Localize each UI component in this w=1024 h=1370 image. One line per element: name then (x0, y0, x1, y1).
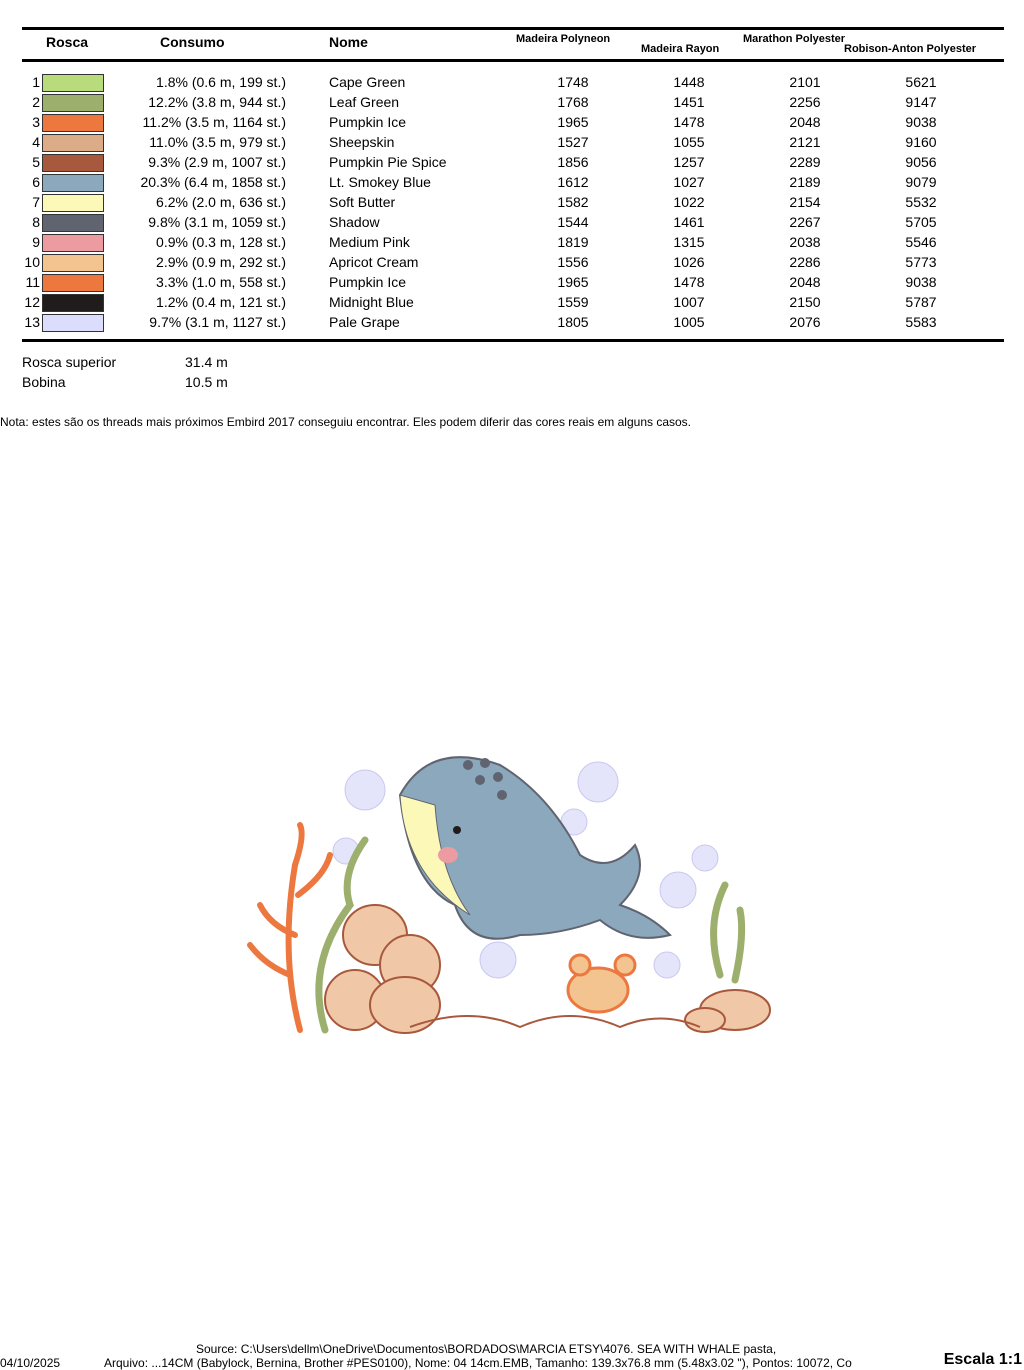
thread-index: 2 (32, 94, 40, 110)
madeira-polyneon-code: 1768 (557, 94, 589, 110)
madeira-rayon-code: 1461 (673, 214, 705, 230)
marathon-code: 2150 (789, 294, 821, 310)
madeira-rayon-code: 1007 (673, 294, 705, 310)
madeira-polyneon-code: 1965 (557, 114, 589, 130)
consumption: 11.0% (3.5 m, 979 st.) (149, 134, 286, 150)
robison-code: 9160 (905, 134, 937, 150)
color-swatch (42, 94, 104, 112)
marathon-code: 2267 (789, 214, 821, 230)
table-row (0, 213, 1024, 233)
thread-index: 10 (24, 254, 40, 270)
thread-index: 3 (32, 114, 40, 130)
table-row (0, 153, 1024, 173)
madeira-rayon-code: 1055 (673, 134, 705, 150)
madeira-polyneon-code: 1612 (557, 174, 589, 190)
marathon-code: 2121 (789, 134, 821, 150)
color-swatch (42, 134, 104, 152)
top-rule (22, 27, 1004, 30)
note: Nota: estes são os threads mais próximos Embird 2017 conseguiu encontrar. Eles podem diferir das cores reais em alguns casos. (0, 415, 692, 429)
madeira-rayon-code: 1448 (673, 74, 705, 90)
embroidery-design-preview (240, 735, 790, 1045)
color-swatch (42, 234, 104, 252)
marathon-code: 2286 (789, 254, 821, 270)
color-swatch (42, 194, 104, 212)
thread-index: 4 (32, 134, 40, 150)
table-row (0, 93, 1024, 113)
consumption: 0.9% (0.3 m, 128 st.) (156, 234, 286, 250)
footer-file-info: Arquivo: ...14CM (Babylock, Bernina, Brother #PES0100), Nome: 04 14cm.EMB, Tamanho: 139.3x76.8 mm (5.48x3.02 "), Pontos: 10072, Co (104, 1356, 852, 1370)
thread-index: 1 (32, 74, 40, 90)
header-madeira-polyneon: Madeira Polyneon (516, 33, 611, 45)
marathon-code: 2289 (789, 154, 821, 170)
madeira-polyneon-code: 1544 (557, 214, 589, 230)
madeira-polyneon-code: 1527 (557, 134, 589, 150)
thread-name: Midnight Blue (329, 294, 414, 310)
marathon-code: 2076 (789, 314, 821, 330)
consumption: 20.3% (6.4 m, 1858 st.) (140, 174, 286, 190)
robison-code: 5705 (905, 214, 937, 230)
marathon-code: 2101 (789, 74, 821, 90)
crab (568, 955, 635, 1012)
thread-name: Medium Pink (329, 234, 410, 250)
consumption: 9.3% (2.9 m, 1007 st.) (148, 154, 286, 170)
consumption: 1.8% (0.6 m, 199 st.) (156, 74, 286, 90)
header-rosca: Rosca (46, 34, 89, 50)
thread-name: Pale Grape (329, 314, 400, 330)
robison-code: 5532 (905, 194, 937, 210)
robison-code: 9147 (905, 94, 937, 110)
thread-name: Shadow (329, 214, 380, 230)
whale (400, 757, 670, 939)
madeira-rayon-code: 1005 (673, 314, 705, 330)
thread-index: 7 (32, 194, 40, 210)
color-swatch (42, 274, 104, 292)
robison-code: 9079 (905, 174, 937, 190)
madeira-rayon-code: 1315 (673, 234, 705, 250)
madeira-rayon-code: 1026 (673, 254, 705, 270)
robison-code: 9038 (905, 274, 937, 290)
header-madeira-rayon: Madeira Rayon (641, 43, 720, 55)
madeira-rayon-code: 1257 (673, 154, 705, 170)
thread-index: 12 (24, 294, 40, 310)
robison-code: 5583 (905, 314, 937, 330)
table-row (0, 193, 1024, 213)
thread-index: 13 (24, 314, 40, 330)
top-thread-label: Rosca superior (22, 354, 117, 370)
color-swatch (42, 174, 104, 192)
footer-date: 04/10/2025 (0, 1356, 61, 1370)
table-row (0, 73, 1024, 93)
table-row (0, 273, 1024, 293)
footer-source: Source: C:\Users\dellm\OneDrive\Documentos\BORDADOS\MARCIA ETSY\4076. SEA WITH WHALE pasta, (196, 1342, 777, 1356)
table-row (0, 233, 1024, 253)
table-row (0, 173, 1024, 193)
madeira-polyneon-code: 1559 (557, 294, 589, 310)
madeira-polyneon-code: 1819 (557, 234, 589, 250)
consumption: 3.3% (1.0 m, 558 st.) (156, 274, 286, 290)
madeira-rayon-code: 1027 (673, 174, 705, 190)
marathon-code: 2038 (789, 234, 821, 250)
robison-code: 9038 (905, 114, 937, 130)
table-row (0, 113, 1024, 133)
consumption: 12.2% (3.8 m, 944 st.) (148, 94, 286, 110)
madeira-polyneon-code: 1748 (557, 74, 589, 90)
robison-code: 5546 (905, 234, 937, 250)
thread-name: Cape Green (329, 74, 406, 90)
table-row (0, 253, 1024, 273)
madeira-rayon-code: 1022 (673, 194, 705, 210)
color-swatch (42, 314, 104, 332)
consumption: 6.2% (2.0 m, 636 st.) (156, 194, 286, 210)
header-robison: Robison-Anton Polyester (844, 43, 977, 55)
marathon-code: 2048 (789, 274, 821, 290)
robison-code: 5787 (905, 294, 937, 310)
madeira-polyneon-code: 1856 (557, 154, 589, 170)
madeira-polyneon-code: 1556 (557, 254, 589, 270)
thread-index: 11 (25, 274, 40, 290)
consumption: 9.8% (3.1 m, 1059 st.) (148, 214, 286, 230)
sand-line (410, 1016, 700, 1027)
bottom-rule (22, 339, 1004, 342)
marathon-code: 2189 (789, 174, 821, 190)
color-swatch (42, 254, 104, 272)
thread-index: 8 (32, 214, 40, 230)
header-marathon: Marathon Polyester (743, 33, 846, 45)
madeira-polyneon-code: 1965 (557, 274, 589, 290)
table-row (0, 133, 1024, 153)
robison-code: 5773 (905, 254, 937, 270)
footer-scale: Escala 1:1 (938, 1351, 1022, 1369)
table-row (0, 313, 1024, 333)
marathon-code: 2256 (789, 94, 821, 110)
thread-name: Sheepskin (329, 134, 395, 150)
marathon-code: 2154 (789, 194, 821, 210)
thread-name: Apricot Cream (329, 254, 419, 270)
consumption: 11.2% (3.5 m, 1164 st.) (142, 114, 286, 130)
thread-name: Pumpkin Ice (329, 274, 407, 290)
top-thread-value: 31.4 m (185, 354, 228, 370)
consumption: 9.7% (3.1 m, 1127 st.) (149, 314, 286, 330)
table-row (0, 293, 1024, 313)
thread-name: Soft Butter (329, 194, 396, 210)
color-swatch (42, 74, 104, 92)
consumption: 2.9% (0.9 m, 292 st.) (156, 254, 286, 270)
header-rule (22, 59, 1004, 62)
thread-name: Leaf Green (329, 94, 400, 110)
bobbin-label: Bobina (22, 374, 66, 390)
robison-code: 9056 (905, 154, 937, 170)
color-swatch (42, 294, 104, 312)
madeira-rayon-code: 1451 (673, 94, 705, 110)
consumption: 1.2% (0.4 m, 121 st.) (156, 294, 286, 310)
madeira-rayon-code: 1478 (673, 274, 705, 290)
madeira-polyneon-code: 1582 (557, 194, 589, 210)
thread-index: 9 (32, 234, 40, 250)
color-swatch (42, 114, 104, 132)
color-swatch (42, 214, 104, 232)
color-swatch (42, 154, 104, 172)
thread-name: Pumpkin Pie Spice (329, 154, 447, 170)
madeira-polyneon-code: 1805 (557, 314, 589, 330)
header-consumo: Consumo (160, 34, 225, 50)
thread-index: 5 (32, 154, 40, 170)
thread-name: Lt. Smokey Blue (329, 174, 431, 190)
bobbin-value: 10.5 m (185, 374, 228, 390)
header-nome: Nome (329, 34, 368, 50)
robison-code: 5621 (905, 74, 937, 90)
thread-index: 6 (32, 174, 40, 190)
madeira-rayon-code: 1478 (673, 114, 705, 130)
marathon-code: 2048 (789, 114, 821, 130)
thread-name: Pumpkin Ice (329, 114, 407, 130)
